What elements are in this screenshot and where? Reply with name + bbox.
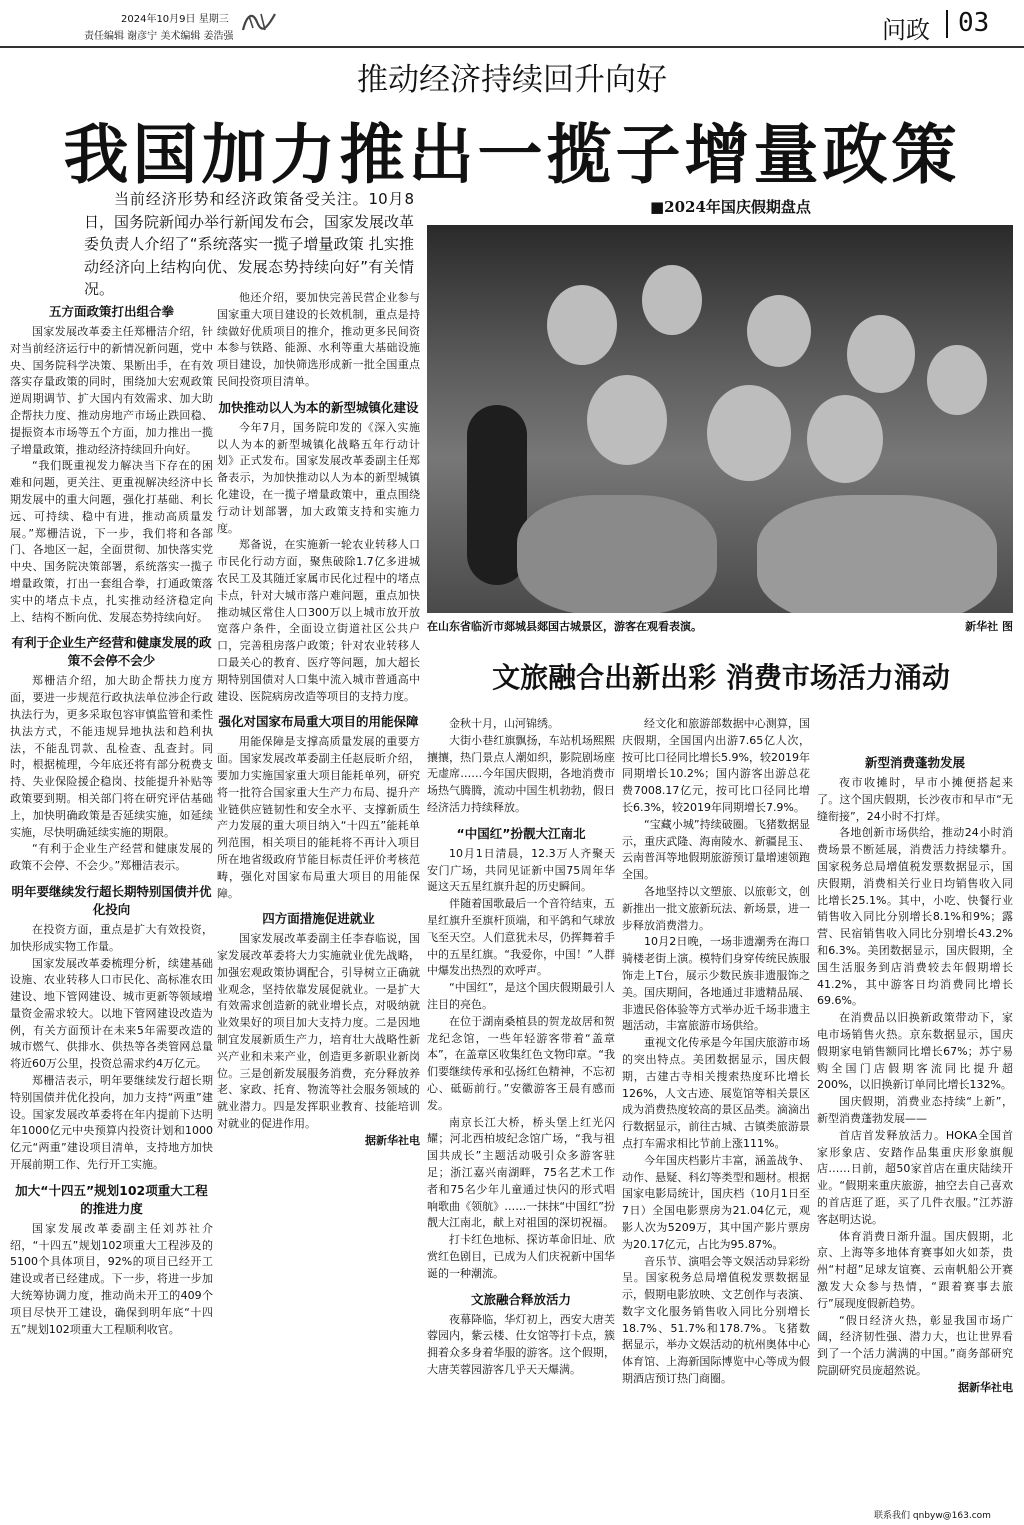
article-source: 据新华社电	[365, 1133, 420, 1147]
paragraph: 各地创新市场供给，推动24小时消费场景不断延展，消费活力持续攀升。国家税务总局增值税发票数据显示，国庆假期，消费相关行业日均销售收入同比增长25.1%。其中，小吃、快餐行业销售收入同比分别增长8.1%和9%；露营、民宿销售收入同比分别增长43.2%和6.3%。美团数据显示，国庆假期，全国生活服务到店消费较去年假期增长41.2%，其中游客日均消费同比增长69.6%。	[817, 826, 1013, 1008]
paragraph: 金秋十月，山河锦绣。	[449, 717, 559, 730]
paragraph: “中国红”，是这个国庆假期最引人注目的亮色。	[427, 981, 615, 1011]
paragraph: 夜市收摊时，早市小摊便搭起来了。这个国庆假期，长沙夜市和早市“无缝衔接”，24小时不打烊。	[817, 776, 1013, 823]
page-number: 03	[958, 8, 990, 38]
paragraph: 今年7月，国务院印发的《深入实施以人为本的新型城镇化战略五年行动计划》正式发布。国家发展改革委副主任郑备表示，为加快推动以人为本的新型城镇化建设，在一揽子增量政策中，重点围绕行动计划部署，加大政策支持和实施力度。	[217, 420, 420, 535]
paragraph: 夜幕降临，华灯初上，西安大唐芙蓉园内，紫云楼、仕女馆等打卡点，簇拥着众多身着华服的游客。这个假期，大唐芙蓉园游客几乎天天爆满。	[427, 1312, 615, 1376]
paragraph: 各地坚持以文塑旅、以旅彰文，创新推出一批文旅新玩法、新场景，进一步释放消费潜力。	[622, 884, 810, 932]
subheading: 有利于企业生产经营和健康发展的政策不会停不会少	[11, 635, 212, 669]
header-rule	[0, 46, 1024, 48]
subheading: 四方面措施促进就业	[262, 911, 375, 927]
paragraph: “宝藏小城”持续破圈。飞猪数据显示，重庆武隆、海南陵水、新疆昆玉、云南普洱等地假期旅游预订量增速领跑全国。	[622, 817, 810, 882]
editor-credits: 责任编辑 谢彦宁 美术编辑 姜浩强	[84, 31, 234, 42]
paragraph: 大街小巷红旗飘扬，车站机场熙熙攘攘，热门景点人潮如织，影院剧场座无虚席……今年国庆假期，各地消费市场热气腾腾，流动中国生机勃勃，假日经济活力持续释放。	[427, 733, 615, 814]
paragraph: 在投资方面，重点是扩大有效投资，加快形成实物工作量。	[10, 922, 213, 953]
caption-text: 在山东省临沂市郯城县郯国古城景区，游客在观看表演。	[427, 620, 702, 633]
paragraph: 国家发展改革委主任郑栅洁介绍，针对当前经济运行中的新情况新问题，党中央、国务院科学决策、果断出手，在有效落实存量政策的同时，围绕加大宏观政策逆周期调节、扩大国内有效需求、加大助企帮扶力度、推动房地产市场止跌回稳、提振资本市场等五个方面，加力推出一揽子增量政策，推动经济持续回升向好。	[10, 325, 213, 456]
main-headline: 我国加力推出一揽子增量政策	[63, 118, 961, 193]
lead-paragraph: 当前经济形势和经济政策备受关注。10月8日，国务院新闻办举行新闻发布会，国家发展改革委负责人介绍了“系统落实一揽子增量政策 扎实推动经济向上结构向优、发展态势持续向好”有关情况。	[84, 190, 415, 298]
subheading: 文旅融合释放活力	[470, 1291, 571, 1307]
paragraph: 今年国庆档影片丰富，涵盖战争、动作、悬疑、科幻等类型和题材。根据国家电影局统计，国庆档（10月1日至7日）全国电影票房为21.04亿元，观影人次为5209万，其中国产影片票房为20.17亿元，占比为95.87%。	[622, 1153, 810, 1251]
paragraph: 郑备说，在实施新一轮农业转移人口市民化行动方面，聚焦破除1.7亿多进城农民工及其随迁家属市民化过程中的堵点卡点，针对大城市落户难问题，重点加快推动城区常住人口300万以上城市放开放宽落户条件，全面设立街道社区公共户口，完善租房落户政策；针对农业转移人口最关心的教育、医疗等问题，加大超长期特别国债对人口集中流入城市普通高中建设、医院病房改造等项目的支持力度。	[217, 538, 420, 703]
subheading: 五方面政策打出组合拳	[48, 304, 174, 319]
paragraph: 在位于湖南桑植县的贺龙故居和贺龙纪念馆，一些年轻游客带着“盖章本”，在盖章区收集红色文物印章。“我们要继续传承和弘扬红色精神，不忘初心、砥砺前行。”安徽游客王晨有感而发。	[427, 1014, 615, 1112]
paragraph: 经文化和旅游部数据中心测算，国庆假期，全国国内出游7.65亿人次，按可比口径同比增长5.9%，较2019年同期增长10.2%；国内游客出游总花费7008.17亿元，按可比口径同比增长6.3%，较2019年同期增长7.9%。	[622, 717, 810, 814]
paragraph: 用能保障是支撑高质量发展的重要方面。国家发展改革委副主任赵辰昕介绍，要加力实施国家重大项目能耗单列，研究将一批符合国家重大生产力布局、提升产业链供应链韧性和安全水平、支撑新质生产力发展的重大项目纳入“十四五”能耗单列范围，相关项目的能耗将不再计入项目所在地省级政府节能目标责任评价考核范畴，强化对国家布局重大项目的用能保障。	[217, 735, 420, 900]
paragraph: “有利于企业生产经营和健康发展的政策不会停、不会少。”郑栅洁表示。	[10, 842, 213, 873]
newspaper-logo	[239, 8, 279, 36]
subheading: “中国红”扮靓大江南北	[456, 825, 586, 841]
paragraph: 重视文化传承是今年国庆旅游市场的突出特点。美团数据显示，国庆假期，古建古寺相关搜索热度环比增长126%，人文古迹、展览馆等相关景区成为消费热度较高的景区品类。滴滴出行数据显示，前往古城、古镇类旅游景点打车需求相比节前上涨111%。	[622, 1036, 810, 1150]
kicker-headline: 推动经济持续回升向好	[357, 62, 667, 98]
paragraph: 体育消费日渐升温。国庆假期，北京、上海等多地体育赛事如火如荼，贵州“村超”足球友谊赛、云南帆船公开赛激发大众参与热情，“跟着赛事去旅行”展现度假新趋势。	[817, 1229, 1013, 1310]
paragraph: 国庆假期，消费业态持续“上新”，新型消费蓬勃发展——	[817, 1095, 1013, 1125]
photo-caption	[427, 618, 1013, 634]
subheading: 加快推动以人为本的新型城镇化建设	[218, 399, 419, 415]
paragraph: 首店首发释放活力。HOKA全国首家形象店、安踏作品集重庆形象旗舰店……日前，超50家首店在重庆陆续开业。“假期来重庆旅游，抽空去自己喜欢的首店逛了逛，买了几件衣服。”江苏游客赵明达说。	[817, 1128, 1013, 1226]
paragraph: 国家发展改革委副主任李春临说，国家发展改革委将大力实施就业优先战略，加强宏观政策协调配合，引导树立正确就业观念，坚持依靠发展促就业。一是扩大有效需求创造新的就业增长点，对吸纳就业效果好的项目加大支持力度。二是因地制宜发展新质生产力，培育壮大战略性新兴产业和未来产业，创造更多新职业新岗位。三是创新发展服务消费，充分释放养老、家政、托育、物流等社会服务领域的就业潜力。四是发挥职业教育、技能培训对就业的促进作用。	[217, 932, 420, 1131]
paragraph: “我们既重视发力解决当下存在的困难和问题，更关注、更重视解决经济中长期发展中的重大问题，强化打基础、利长远、可持续、稳中有进，推动高质量发展。”郑栅洁说，下一步，我们将和各部门、各地区一起，全面贯彻、加快落实党中央、国务院决策部署，系统落实一揽子增量政策，打出一套组合拳，打通政策落实中的堵点卡点，扎实推动经济稳定向上、结构不断向优、发展态势持续向好。	[10, 459, 213, 624]
paragraph: 国家发展改革委梳理分析，续建基础设施、农业转移人口市民化、高标准农田建设、地下管网建设、城市更新等领域增量资金需求较大。以地下管网建设改造为例，有关方面预计在未来5年需要改造的城市燃气、供排水、供热等各类管网总量将近60万公里，投资总需求约4万亿元。	[10, 956, 213, 1071]
paragraph: 郑栅洁表示，明年要继续发行超长期特别国债并优化投向，加力支持“两重”建设。国家发展改革委将在年内提前下达明年1000亿元中央预算内投资计划和1000亿元“两重”建设项目清单，支持地方加快开展前期工作、先行开工实施。	[10, 1074, 213, 1172]
paragraph: 10月2日晚，一场非遗潮秀在海口骑楼老街上演。模特们身穿传统民族服饰走上T台，展示少数民族非遗服饰之美。国庆期间，各地通过非遗精品展、非遗民俗体验等方式举办近千场非遗主题活动，丰富旅游市场供给。	[622, 935, 810, 1033]
paragraph: 打卡红色地标、探访革命旧址、欣赏红色剧目，已成为人们庆祝新中国华诞的一种潮流。	[427, 1233, 615, 1280]
section-name: 问政	[882, 16, 930, 44]
logo-icon	[239, 8, 279, 36]
news-photo	[427, 225, 1013, 613]
article1-column-1	[10, 303, 213, 1518]
subheading: 加大“十四五”规划102项重大工程的推进力度	[15, 1182, 208, 1216]
article1-column-2	[217, 290, 420, 1520]
article-source: 据新华社电	[958, 1380, 1013, 1394]
paragraph: 在消费品以旧换新政策带动下，家电市场销售火热。京东数据显示，国庆假期家电销售额同比增长67%；苏宁易购全国门店假期客流同比提升超200%，以旧换新订单同比增长132%。	[817, 1011, 1013, 1092]
article2-column-2	[622, 716, 810, 1520]
paragraph: 伴随着国歌最后一个音符结束，五星红旗升至旗杆顶端，和平鸽和气球放飞至天空。人们意犹未尽，仍挥舞着手中的五星红旗。“我爱你，中国！”人群中爆发出热烈的欢呼声。	[427, 897, 615, 978]
issue-date: 2024年10月9日 星期三	[121, 14, 229, 25]
masthead	[0, 0, 1024, 48]
paragraph: 10月1日清晨，12.3万人齐聚天安门广场，共同见证新中国75周年华诞这天五星红旗升起的历史瞬间。	[427, 846, 615, 894]
subheading: 新型消费蓬勃发展	[864, 755, 965, 770]
paragraph: 国家发展改革委副主任刘苏社介绍，“十四五”规划102项重大工程涉及的5100个具体项目，92%的项目已经开工建设或者已经建成。下一步，将进一步加大统筹协调力度，推动尚未开工的409个项目尽快开工建设，确保到明年底“十四五”规划102项重大工程顺利收官。	[10, 1221, 213, 1336]
article2-column-3	[817, 716, 1013, 1520]
contact-footer: 联系我们 qnbyw@163.com	[874, 1511, 991, 1521]
paragraph: 他还介绍，要加快完善民营企业参与国家重大项目建设的长效机制，重点是持续做好优质项目的推介，推动更多民间资本参与铁路、能源、水利等重大基础设施项目建设，加快筛选形成新一批全国重点民间投资项目清单。	[217, 291, 420, 388]
photo-section-label: ■2024年国庆假期盘点	[650, 198, 811, 216]
photo-credit: 新华社 图	[965, 620, 1013, 633]
article2-column-1	[427, 716, 615, 1520]
subheading: 明年要继续发行超长期特别国债并优化投向	[11, 883, 212, 917]
paragraph: 音乐节、演唱会等文娱活动异彩纷呈。国家税务总局增值税发票数据显示，假期电影放映、文艺创作与表演、数字文化服务销售收入同比分别增长18.7%、51.7%和178.7%。飞猪数据显示，举办文娱活动的杭州奥体中心体育馆、上海新国际博览中心等成为假期酒店预订热门商圈。	[622, 1254, 810, 1386]
section-divider	[946, 10, 948, 38]
paragraph: 郑栅洁介绍，加大助企帮扶力度方面，要进一步规范行政执法单位涉企行政执法行为，更多采取包容审慎监管和柔性执法方式，不能违规异地执法和趋利执法，不能乱罚款、乱检查、乱查封。同时，根据梳理，今年底还将有部分税费支持、失业保险援企稳岗、技能提升补贴等政策要到期。相关部门将在研究评估基础上，加快明确政策是否延续实施，如延续实施，尽快明确延续实施的期限。	[10, 674, 213, 839]
paragraph: “假日经济火热，彰显我国市场广阔，经济韧性强、潜力大，也让世界看到了一个活力满满的中国。”商务部研究院副研究员庞超然说。	[817, 1313, 1013, 1377]
subheading: 强化对国家布局重大项目的用能保障	[218, 714, 419, 730]
paragraph: 南京长江大桥，桥头堡上红光闪耀；河北西柏坡纪念馆广场，“我与祖国共成长”主题活动吸引众多游客驻足；浙江嘉兴南湖畔，75名艺术工作者和75名少年儿童通过快闪的形式唱响歌曲《领航》……一抹抹“中国红”扮靓大江南北，献上对祖国的深切祝福。	[427, 1115, 615, 1230]
second-headline: 文旅融合出新出彩 消费市场活力涌动	[492, 661, 950, 694]
